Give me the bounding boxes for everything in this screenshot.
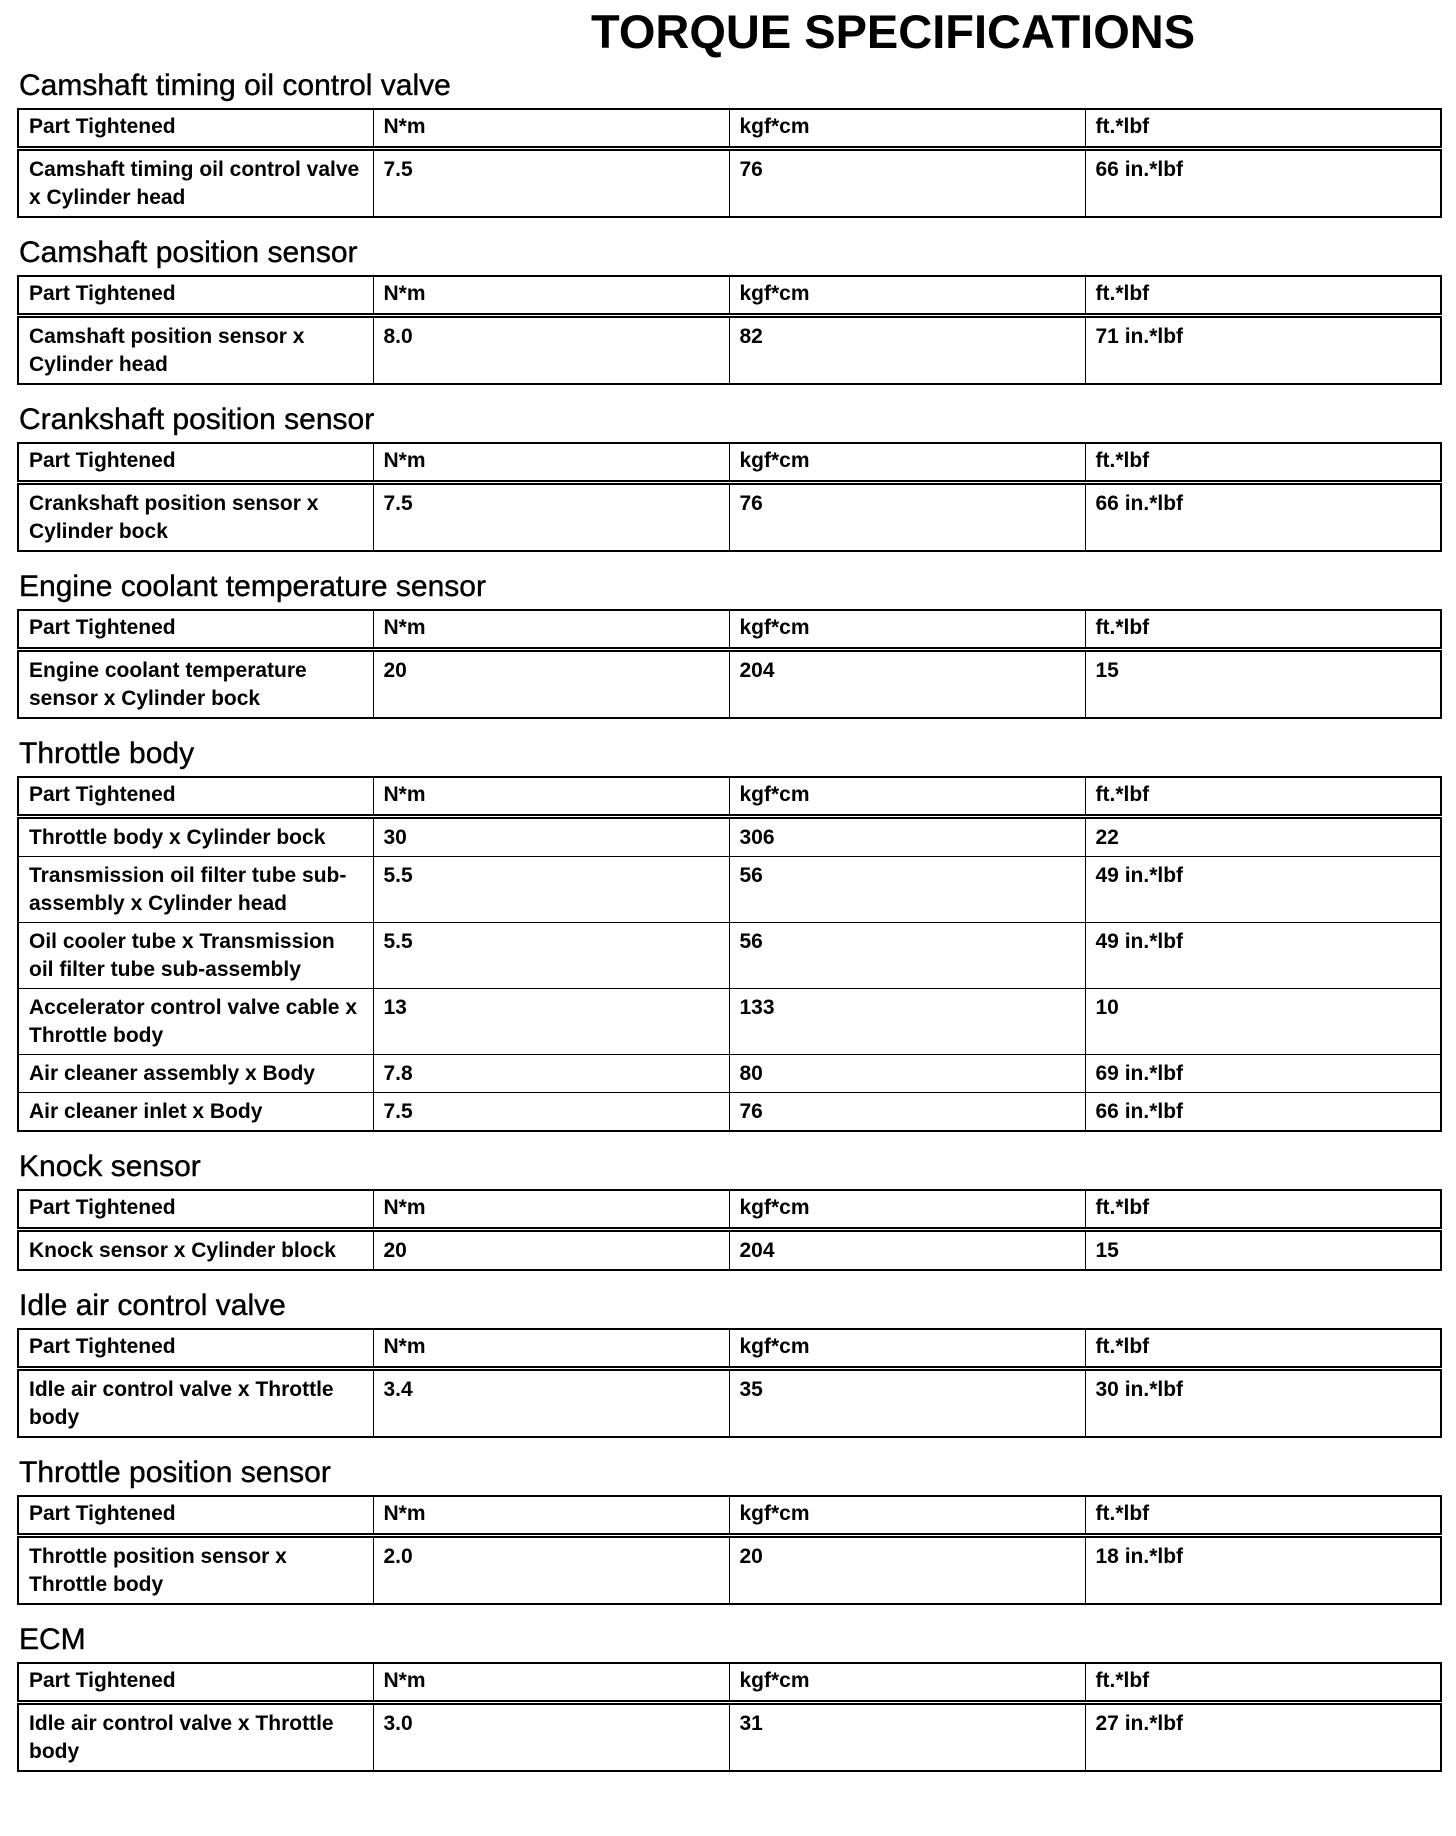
table-row: [18, 857, 1441, 923]
table-row: [18, 650, 1441, 719]
cell-ftlbf: 69 in.*lbf: [1085, 1055, 1441, 1093]
cell-kgfcm: 56: [729, 923, 1085, 989]
header-kgfcm: kgf*cm: [729, 276, 1085, 316]
section-title: Crankshaft position sensor: [19, 403, 375, 436]
cell-part: Accelerator control valve cable x Throttle body: [18, 989, 373, 1055]
header-ftlbf: ft.*lbf: [1085, 1329, 1441, 1369]
header-nm: N*m: [373, 1190, 729, 1230]
table-row: [18, 1230, 1441, 1271]
table-row: [18, 1055, 1441, 1093]
header-nm: N*m: [373, 109, 729, 149]
table-header-row: [18, 1496, 1441, 1536]
cell-kgfcm: 204: [729, 650, 1085, 719]
cell-part: Knock sensor x Cylinder block: [18, 1230, 373, 1271]
header-part-tightened: Part Tightened: [18, 276, 373, 316]
table-header-row: [18, 610, 1441, 650]
section-title: ECM: [19, 1623, 86, 1656]
cell-nm: 20: [373, 650, 729, 719]
table-header-row: [18, 777, 1441, 817]
cell-kgfcm: 76: [729, 483, 1085, 552]
table-row: [18, 1536, 1441, 1605]
torque-table: [17, 442, 1442, 552]
table-row: [18, 1703, 1441, 1772]
torque-table: [17, 108, 1442, 218]
cell-part: Air cleaner assembly x Body: [18, 1055, 373, 1093]
section-title: Knock sensor: [19, 1150, 201, 1183]
cell-part: Crankshaft position sensor x Cylinder bock: [18, 483, 373, 552]
header-nm: N*m: [373, 443, 729, 483]
section-title: Engine coolant temperature sensor: [19, 570, 486, 603]
cell-nm: 7.8: [373, 1055, 729, 1093]
cell-kgfcm: 82: [729, 316, 1085, 385]
header-nm: N*m: [373, 1663, 729, 1703]
cell-ftlbf: 49 in.*lbf: [1085, 923, 1441, 989]
header-part-tightened: Part Tightened: [18, 610, 373, 650]
cell-part: Idle air control valve x Throttle body: [18, 1369, 373, 1438]
cell-nm: 20: [373, 1230, 729, 1271]
torque-table: [17, 776, 1442, 1132]
torque-table: [17, 1328, 1442, 1438]
cell-ftlbf: 15: [1085, 1230, 1441, 1271]
cell-ftlbf: 66 in.*lbf: [1085, 483, 1441, 552]
table-row: [18, 817, 1441, 857]
header-kgfcm: kgf*cm: [729, 1496, 1085, 1536]
table-row: [18, 483, 1441, 552]
header-nm: N*m: [373, 610, 729, 650]
cell-nm: 7.5: [373, 149, 729, 218]
cell-part: Oil cooler tube x Transmission oil filter tube sub-assembly: [18, 923, 373, 989]
section-title: Throttle position sensor: [19, 1456, 331, 1489]
cell-nm: 8.0: [373, 316, 729, 385]
cell-kgfcm: 35: [729, 1369, 1085, 1438]
header-part-tightened: Part Tightened: [18, 443, 373, 483]
header-ftlbf: ft.*lbf: [1085, 109, 1441, 149]
header-kgfcm: kgf*cm: [729, 1663, 1085, 1703]
cell-ftlbf: 49 in.*lbf: [1085, 857, 1441, 923]
table-row: [18, 923, 1441, 989]
cell-kgfcm: 133: [729, 989, 1085, 1055]
cell-kgfcm: 56: [729, 857, 1085, 923]
header-ftlbf: ft.*lbf: [1085, 276, 1441, 316]
header-kgfcm: kgf*cm: [729, 443, 1085, 483]
torque-table: [17, 1662, 1442, 1772]
header-ftlbf: ft.*lbf: [1085, 1663, 1441, 1703]
header-kgfcm: kgf*cm: [729, 109, 1085, 149]
section-title: Camshaft timing oil control valve: [19, 69, 451, 102]
page-title: TORQUE SPECIFICATIONS: [590, 5, 1196, 58]
header-part-tightened: Part Tightened: [18, 109, 373, 149]
cell-part: Throttle body x Cylinder bock: [18, 817, 373, 857]
header-kgfcm: kgf*cm: [729, 610, 1085, 650]
cell-part: Camshaft position sensor x Cylinder head: [18, 316, 373, 385]
cell-ftlbf: 66 in.*lbf: [1085, 1093, 1441, 1132]
cell-part: Camshaft timing oil control valve x Cylinder head: [18, 149, 373, 218]
table-row: [18, 149, 1441, 218]
cell-part: Throttle position sensor x Throttle body: [18, 1536, 373, 1605]
header-kgfcm: kgf*cm: [729, 1190, 1085, 1230]
cell-nm: 7.5: [373, 1093, 729, 1132]
torque-table: [17, 609, 1442, 719]
table-header-row: [18, 276, 1441, 316]
cell-nm: 2.0: [373, 1536, 729, 1605]
section-title: Idle air control valve: [19, 1289, 286, 1322]
header-kgfcm: kgf*cm: [729, 777, 1085, 817]
cell-ftlbf: 22: [1085, 817, 1441, 857]
header-nm: N*m: [373, 1329, 729, 1369]
cell-kgfcm: 76: [729, 149, 1085, 218]
torque-spec-sections: [17, 64, 1440, 1785]
cell-nm: 13: [373, 989, 729, 1055]
cell-kgfcm: 31: [729, 1703, 1085, 1772]
torque-table: [17, 275, 1442, 385]
cell-kgfcm: 80: [729, 1055, 1085, 1093]
cell-kgfcm: 306: [729, 817, 1085, 857]
section-title: Camshaft position sensor: [19, 236, 358, 269]
table-header-row: [18, 443, 1441, 483]
table-header-row: [18, 1663, 1441, 1703]
header-ftlbf: ft.*lbf: [1085, 1190, 1441, 1230]
section-title: Throttle body: [19, 737, 195, 770]
cell-ftlbf: 18 in.*lbf: [1085, 1536, 1441, 1605]
header-nm: N*m: [373, 276, 729, 316]
cell-nm: 5.5: [373, 923, 729, 989]
table-header-row: [18, 1190, 1441, 1230]
cell-nm: 3.4: [373, 1369, 729, 1438]
cell-nm: 3.0: [373, 1703, 729, 1772]
cell-kgfcm: 20: [729, 1536, 1085, 1605]
header-nm: N*m: [373, 1496, 729, 1536]
torque-table: [17, 1495, 1442, 1605]
header-ftlbf: ft.*lbf: [1085, 777, 1441, 817]
cell-part: Transmission oil filter tube sub-assembly x Cylinder head: [18, 857, 373, 923]
table-row: [18, 1093, 1441, 1132]
header-kgfcm: kgf*cm: [729, 1329, 1085, 1369]
cell-ftlbf: 27 in.*lbf: [1085, 1703, 1441, 1772]
header-part-tightened: Part Tightened: [18, 777, 373, 817]
torque-table: [17, 1189, 1442, 1271]
table-header-row: [18, 109, 1441, 149]
cell-ftlbf: 15: [1085, 650, 1441, 719]
table-row: [18, 316, 1441, 385]
table-row: [18, 1369, 1441, 1438]
cell-nm: 7.5: [373, 483, 729, 552]
header-part-tightened: Part Tightened: [18, 1663, 373, 1703]
header-part-tightened: Part Tightened: [18, 1329, 373, 1369]
cell-part: Idle air control valve x Throttle body: [18, 1703, 373, 1772]
cell-nm: 5.5: [373, 857, 729, 923]
header-ftlbf: ft.*lbf: [1085, 443, 1441, 483]
cell-ftlbf: 10: [1085, 989, 1441, 1055]
header-part-tightened: Part Tightened: [18, 1496, 373, 1536]
cell-part: Air cleaner inlet x Body: [18, 1093, 373, 1132]
cell-part: Engine coolant temperature sensor x Cylinder bock: [18, 650, 373, 719]
cell-ftlbf: 30 in.*lbf: [1085, 1369, 1441, 1438]
header-ftlbf: ft.*lbf: [1085, 1496, 1441, 1536]
cell-nm: 30: [373, 817, 729, 857]
table-header-row: [18, 1329, 1441, 1369]
cell-kgfcm: 76: [729, 1093, 1085, 1132]
table-row: [18, 989, 1441, 1055]
cell-kgfcm: 204: [729, 1230, 1085, 1271]
header-part-tightened: Part Tightened: [18, 1190, 373, 1230]
cell-ftlbf: 71 in.*lbf: [1085, 316, 1441, 385]
cell-ftlbf: 66 in.*lbf: [1085, 149, 1441, 218]
header-nm: N*m: [373, 777, 729, 817]
header-ftlbf: ft.*lbf: [1085, 610, 1441, 650]
